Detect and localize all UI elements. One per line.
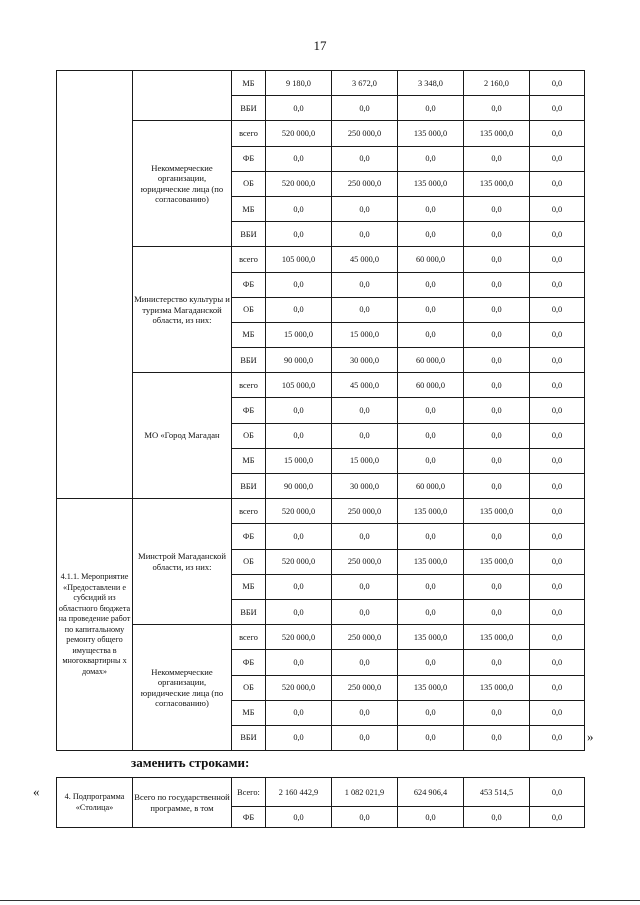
value-cell: 60 000,0 — [398, 348, 464, 373]
table-row — [57, 625, 585, 650]
value-cell: 0,0 — [464, 146, 530, 171]
value-cell: 0,0 — [266, 599, 332, 624]
value-cell: 0,0 — [332, 423, 398, 448]
value-cell: 3 672,0 — [332, 71, 398, 96]
value-cell: 105 000,0 — [266, 247, 332, 272]
value-cell: 0,0 — [332, 599, 398, 624]
subprogram-cell: 4. Подпрограмма «Столица» — [57, 778, 133, 828]
value-cell: 0,0 — [464, 348, 530, 373]
source-cell: ВБИ — [232, 96, 266, 121]
value-cell: 15 000,0 — [266, 322, 332, 347]
value-cell: 0,0 — [332, 398, 398, 423]
value-cell: 0,0 — [332, 297, 398, 322]
source-cell: всего — [232, 247, 266, 272]
table-row — [57, 499, 585, 524]
value-cell: 0,0 — [398, 448, 464, 473]
value-cell: 1 082 021,9 — [332, 778, 398, 807]
value-cell: 0,0 — [530, 146, 585, 171]
value-cell: 9 180,0 — [266, 71, 332, 96]
value-cell: 0,0 — [530, 96, 585, 121]
source-cell: всего — [232, 499, 266, 524]
value-cell: 0,0 — [398, 700, 464, 725]
value-cell: 0,0 — [398, 297, 464, 322]
value-cell: 520 000,0 — [266, 625, 332, 650]
value-cell: 105 000,0 — [266, 373, 332, 398]
source-cell: ФБ — [232, 524, 266, 549]
value-cell: 0,0 — [464, 448, 530, 473]
value-cell: 135 000,0 — [464, 675, 530, 700]
value-cell: 520 000,0 — [266, 675, 332, 700]
value-cell: 0,0 — [464, 807, 530, 828]
value-cell: 0,0 — [464, 322, 530, 347]
value-cell: 250 000,0 — [332, 171, 398, 196]
value-cell: 0,0 — [464, 650, 530, 675]
value-cell: 0,0 — [266, 524, 332, 549]
executor-cell: МО «Город Магадан — [133, 373, 232, 499]
value-cell: 0,0 — [530, 700, 585, 725]
value-cell: 60 000,0 — [398, 247, 464, 272]
value-cell: 0,0 — [266, 423, 332, 448]
table-row — [57, 247, 585, 272]
value-cell: 0,0 — [530, 121, 585, 146]
value-cell: 0,0 — [530, 247, 585, 272]
executor-cell: Министерство культуры и туризма Магаданской области, из них: — [133, 247, 232, 373]
value-cell: 0,0 — [332, 700, 398, 725]
value-cell: 0,0 — [332, 524, 398, 549]
value-cell: 0,0 — [398, 146, 464, 171]
value-cell: 60 000,0 — [398, 474, 464, 499]
value-cell: 0,0 — [332, 807, 398, 828]
value-cell: 0,0 — [332, 222, 398, 247]
table-row — [57, 71, 585, 96]
source-cell: МБ — [232, 71, 266, 96]
closing-quote: » — [587, 729, 594, 744]
value-cell: 250 000,0 — [332, 625, 398, 650]
executor-cell: Некоммерческие организации, юридические лица (по согласованию) — [133, 121, 232, 247]
value-cell: 90 000,0 — [266, 474, 332, 499]
value-cell: 0,0 — [266, 574, 332, 599]
value-cell: 0,0 — [398, 398, 464, 423]
value-cell: 250 000,0 — [332, 499, 398, 524]
value-cell: 250 000,0 — [332, 549, 398, 574]
executor-cell: Минстрой Магаданской области, из них: — [133, 499, 232, 625]
value-cell: 0,0 — [530, 423, 585, 448]
value-cell: 0,0 — [530, 499, 585, 524]
source-cell: ВБИ — [232, 725, 266, 750]
replace-instruction: заменить строками: — [131, 755, 250, 770]
value-cell: 0,0 — [398, 322, 464, 347]
source-cell: ФБ — [232, 146, 266, 171]
value-cell: 0,0 — [398, 196, 464, 221]
value-cell: 0,0 — [464, 725, 530, 750]
value-cell: 2 160 442,9 — [266, 778, 332, 807]
source-cell: ВБИ — [232, 474, 266, 499]
value-cell: 0,0 — [530, 222, 585, 247]
value-cell: 0,0 — [530, 398, 585, 423]
value-cell: 0,0 — [398, 272, 464, 297]
value-cell: 520 000,0 — [266, 171, 332, 196]
value-cell: 15 000,0 — [266, 448, 332, 473]
source-cell: ФБ — [232, 650, 266, 675]
source-cell: Всего: — [232, 778, 266, 807]
value-cell: 0,0 — [266, 650, 332, 675]
value-cell: 0,0 — [530, 599, 585, 624]
value-cell: 0,0 — [266, 725, 332, 750]
value-cell: 15 000,0 — [332, 448, 398, 473]
value-cell: 0,0 — [398, 423, 464, 448]
value-cell: 0,0 — [266, 146, 332, 171]
value-cell: 0,0 — [332, 650, 398, 675]
value-cell: 0,0 — [530, 171, 585, 196]
source-cell: ВБИ — [232, 348, 266, 373]
budget-table — [56, 70, 585, 751]
value-cell: 0,0 — [530, 524, 585, 549]
value-cell: 3 348,0 — [398, 71, 464, 96]
source-cell: ОБ — [232, 423, 266, 448]
value-cell: 0,0 — [530, 675, 585, 700]
value-cell: 0,0 — [530, 807, 585, 828]
value-cell: 453 514,5 — [464, 778, 530, 807]
value-cell: 0,0 — [398, 96, 464, 121]
value-cell: 0,0 — [464, 373, 530, 398]
value-cell: 0,0 — [398, 524, 464, 549]
value-cell: 135 000,0 — [398, 675, 464, 700]
value-cell: 135 000,0 — [464, 499, 530, 524]
value-cell: 0,0 — [530, 272, 585, 297]
source-cell: всего — [232, 625, 266, 650]
value-cell: 0,0 — [398, 599, 464, 624]
value-cell: 0,0 — [464, 574, 530, 599]
source-cell: ВБИ — [232, 222, 266, 247]
source-cell: ОБ — [232, 297, 266, 322]
value-cell: 0,0 — [464, 96, 530, 121]
table-row — [57, 778, 585, 807]
value-cell: 45 000,0 — [332, 373, 398, 398]
value-cell: 135 000,0 — [464, 625, 530, 650]
value-cell: 0,0 — [398, 725, 464, 750]
value-cell: 0,0 — [266, 222, 332, 247]
value-cell: 135 000,0 — [464, 121, 530, 146]
source-cell: ОБ — [232, 171, 266, 196]
value-cell: 0,0 — [530, 448, 585, 473]
value-cell: 135 000,0 — [398, 625, 464, 650]
value-cell: 0,0 — [266, 398, 332, 423]
value-cell: 0,0 — [332, 272, 398, 297]
value-cell: 0,0 — [530, 625, 585, 650]
value-cell: 30 000,0 — [332, 348, 398, 373]
value-cell: 0,0 — [530, 650, 585, 675]
table-row — [57, 121, 585, 146]
value-cell: 135 000,0 — [464, 549, 530, 574]
value-cell: 0,0 — [398, 222, 464, 247]
value-cell: 0,0 — [266, 96, 332, 121]
source-cell: ВБИ — [232, 599, 266, 624]
source-cell: ФБ — [232, 398, 266, 423]
page-number: 17 — [313, 38, 327, 53]
value-cell: 0,0 — [530, 348, 585, 373]
value-cell: 0,0 — [332, 574, 398, 599]
executor-cell — [133, 71, 232, 121]
source-cell: МБ — [232, 448, 266, 473]
source-cell: МБ — [232, 322, 266, 347]
source-cell: ОБ — [232, 549, 266, 574]
value-cell: 15 000,0 — [332, 322, 398, 347]
value-cell: 0,0 — [530, 71, 585, 96]
value-cell: 0,0 — [398, 574, 464, 599]
value-cell: 250 000,0 — [332, 675, 398, 700]
value-cell: 30 000,0 — [332, 474, 398, 499]
value-cell: 135 000,0 — [398, 121, 464, 146]
source-cell: всего — [232, 121, 266, 146]
value-cell: 0,0 — [530, 322, 585, 347]
footer-rule — [0, 900, 640, 901]
value-cell: 0,0 — [464, 474, 530, 499]
value-cell: 135 000,0 — [464, 171, 530, 196]
value-cell: 0,0 — [464, 700, 530, 725]
value-cell: 0,0 — [530, 778, 585, 807]
value-cell: 250 000,0 — [332, 121, 398, 146]
value-cell: 0,0 — [266, 272, 332, 297]
value-cell: 90 000,0 — [266, 348, 332, 373]
source-cell: МБ — [232, 196, 266, 221]
value-cell: 0,0 — [332, 196, 398, 221]
value-cell: 0,0 — [530, 725, 585, 750]
table-row — [57, 373, 585, 398]
value-cell: 520 000,0 — [266, 549, 332, 574]
source-cell: всего — [232, 373, 266, 398]
value-cell: 0,0 — [464, 423, 530, 448]
value-cell: 0,0 — [530, 574, 585, 599]
program-cell-empty — [57, 71, 133, 499]
source-cell: ФБ — [232, 807, 266, 828]
value-cell: 0,0 — [464, 272, 530, 297]
value-cell: 0,0 — [530, 474, 585, 499]
value-cell: 2 160,0 — [464, 71, 530, 96]
value-cell: 0,0 — [266, 700, 332, 725]
value-cell: 0,0 — [464, 222, 530, 247]
value-cell: 45 000,0 — [332, 247, 398, 272]
value-cell: 60 000,0 — [398, 373, 464, 398]
value-cell: 0,0 — [530, 549, 585, 574]
replacement-table — [56, 777, 585, 828]
value-cell: 0,0 — [332, 96, 398, 121]
value-cell: 0,0 — [530, 196, 585, 221]
value-cell: 0,0 — [464, 398, 530, 423]
value-cell: 0,0 — [266, 196, 332, 221]
value-cell: 520 000,0 — [266, 121, 332, 146]
value-cell: 520 000,0 — [266, 499, 332, 524]
value-cell: 0,0 — [266, 807, 332, 828]
opening-quote: « — [33, 784, 40, 799]
value-cell: 0,0 — [464, 196, 530, 221]
executor-cell: Всего по государственной программе, в том — [133, 778, 232, 828]
source-cell: МБ — [232, 574, 266, 599]
value-cell: 0,0 — [332, 146, 398, 171]
value-cell: 0,0 — [464, 599, 530, 624]
value-cell: 0,0 — [464, 524, 530, 549]
source-cell: ФБ — [232, 272, 266, 297]
value-cell: 0,0 — [530, 297, 585, 322]
value-cell: 135 000,0 — [398, 499, 464, 524]
source-cell: ОБ — [232, 675, 266, 700]
source-cell: МБ — [232, 700, 266, 725]
value-cell: 0,0 — [398, 807, 464, 828]
value-cell: 0,0 — [530, 373, 585, 398]
value-cell: 135 000,0 — [398, 549, 464, 574]
value-cell: 0,0 — [332, 725, 398, 750]
value-cell: 0,0 — [398, 650, 464, 675]
value-cell: 624 906,4 — [398, 778, 464, 807]
value-cell: 0,0 — [464, 247, 530, 272]
value-cell: 0,0 — [464, 297, 530, 322]
value-cell: 0,0 — [266, 297, 332, 322]
executor-cell: Некоммерческие организации, юридические лица (по согласованию) — [133, 625, 232, 751]
value-cell: 135 000,0 — [398, 171, 464, 196]
program-cell: 4.1.1. Мероприятие «Предоставлени е субсидий из областного бюджета на проведение работ по капитальному ремонту общего имущества в многоквартирны х домах» — [57, 499, 133, 751]
